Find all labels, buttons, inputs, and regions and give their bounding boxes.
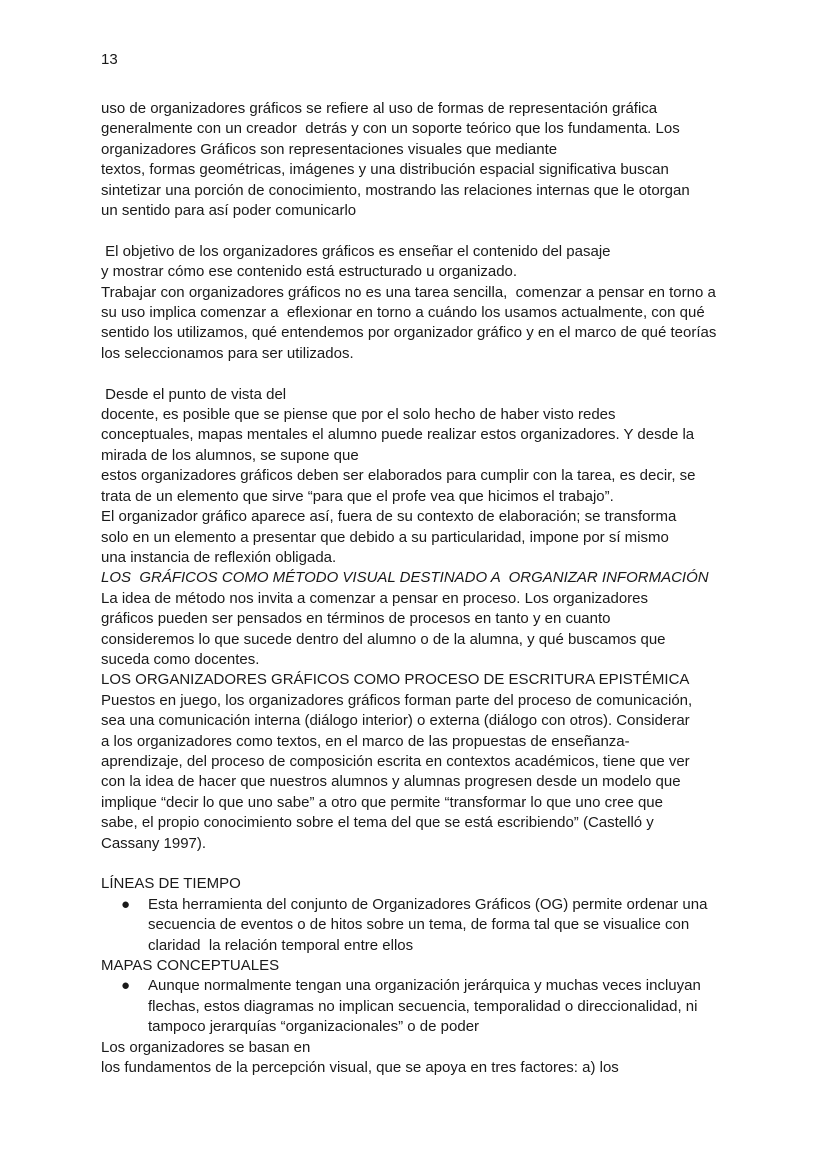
text-line: sentido los utilizamos, qué entendemos por organizador gráfico y en el marco de qué teorías [101, 324, 717, 342]
text-line: conceptuales, mapas mentales el alumno puede realizar estos organizadores. Y desde la [101, 426, 695, 444]
paragraph-gap [101, 364, 741, 384]
bullet-icon: ● [121, 977, 131, 995]
text-line: gráficos pueden ser pensados en términos de procesos en tanto y en cuanto [101, 610, 611, 628]
bullet-text-line [101, 976, 741, 996]
text-line: sintetizar una porción de conocimiento, mostrando las relaciones internas que le otorgan [101, 181, 690, 199]
text-line: docente, es posible que se piense que por el solo hecho de haber visto redes [101, 406, 616, 424]
paragraph-gap [101, 854, 741, 874]
text-line: y mostrar cómo ese contenido está estructurado u organizado. [101, 263, 518, 281]
page-number: 13 [101, 51, 118, 68]
text-line: El organizador gráfico aparece así, fuera de su contexto de elaboración; se transforma [101, 508, 677, 526]
document-body [101, 99, 741, 1078]
text-line: una instancia de reflexión obligada. [101, 548, 337, 566]
text-line: un sentido para así poder comunicarlo [101, 202, 357, 220]
text-line: su uso implica comenzar a eflexionar en torno a cuándo los usamos actualmente, con qué [101, 304, 705, 322]
bullet-icon: ● [121, 895, 131, 913]
text-line: organizadores Gráficos son representaciones visuales que mediante [101, 140, 558, 158]
text-line: suceda como docentes. [101, 650, 260, 668]
text-line: implique “decir lo que uno sabe” a otro que permite “transformar lo que uno cree que [101, 793, 663, 811]
text-line: Los organizadores se basan en [101, 1038, 311, 1056]
text-line: sabe, el propio conocimiento sobre el tema del que se está escribiendo” (Castelló y [101, 814, 654, 832]
bullet-text-line: claridad la relación temporal entre ellos [148, 936, 414, 954]
section-title-concept-maps: MAPAS CONCEPTUALES [101, 957, 280, 975]
text-line: uso de organizadores gráficos se refiere al uso de formas de representación gráfica [101, 100, 658, 117]
text-line: Desde el punto de vista del [101, 385, 287, 403]
bullet-text-line: flechas, estos diagramas no implican secuencia, temporalidad o direccionalidad, ni [148, 997, 698, 1015]
text-line: textos, formas geométricas, imágenes y una distribución espacial significativa buscan [101, 161, 669, 179]
text-line: solo en un elemento a presentar que debido a su particularidad, impone por sí mismo [101, 528, 669, 546]
paragraph-gap [101, 221, 741, 241]
paragraph [101, 589, 741, 671]
bullet-item [101, 895, 741, 956]
section-heading: LOS ORGANIZADORES GRÁFICOS COMO PROCESO DE ESCRITURA EPISTÉMICA [101, 671, 690, 689]
text-line: El objetivo de los organizadores gráficos es enseñar el contenido del pasaje [101, 242, 611, 260]
text-line: Trabajar con organizadores gráficos no es una tarea sencilla, comenzar a pensar en torno a [101, 283, 716, 301]
paragraph [101, 99, 741, 221]
text-line: aprendizaje, del proceso de composición escrita en contextos académicos, tiene que ver [101, 752, 690, 770]
text-line: La idea de método nos invita a comenzar a pensar en proceso. Los organizadores [101, 589, 649, 607]
text-line: los seleccionamos para ser utilizados. [101, 344, 354, 362]
text-line: a los organizadores como textos, en el marco de las propuestas de enseñanza- [101, 732, 630, 750]
bullet-text-line: tampoco jerarquías “organizacionales” o de poder [148, 1018, 480, 1036]
text-line: consideremos lo que sucede dentro del alumno o de la alumna, y qué buscamos que [101, 630, 666, 648]
italic-heading: LOS GRÁFICOS COMO MÉTODO VISUAL DESTINADO A ORGANIZAR INFORMACIÓN [101, 569, 709, 587]
text-line: con la idea de hacer que nuestros alumnos y alumnas progresen desde un modelo que [101, 773, 681, 791]
paragraph [101, 385, 741, 569]
bullet-item [101, 976, 741, 1037]
section-title-timelines: LÍNEAS DE TIEMPO [101, 875, 241, 893]
bullet-text-line: secuencia de eventos o de hitos sobre un tema, de forma tal que se visualice con [148, 916, 690, 934]
text-line: Cassany 1997). [101, 834, 207, 852]
bullet-text: Esta herramienta del conjunto de Organizadores Gráficos (OG) permite ordenar una [148, 895, 708, 913]
text-line: trata de un elemento que sirve “para que el profe vea que hicimos el trabajo”. [101, 487, 614, 505]
text-line: Puestos en juego, los organizadores gráficos forman parte del proceso de comunicación, [101, 691, 693, 709]
text-line: generalmente con un creador detrás y con un soporte teórico que los fundamenta. Los [101, 120, 680, 138]
bullet-text: Aunque normalmente tengan una organización jerárquica y muchas veces incluyan [148, 977, 701, 995]
text-line: mirada de los alumnos, se supone que [101, 446, 359, 464]
text-line: estos organizadores gráficos deben ser elaborados para cumplir con la tarea, es decir, se [101, 467, 696, 485]
text-line: los fundamentos de la percepción visual, que se apoya en tres factores: a) los [101, 1059, 619, 1077]
text-line: sea una comunicación interna (diálogo interior) o externa (diálogo con otros). Considerar [101, 712, 690, 730]
bullet-text-line [101, 895, 741, 915]
paragraph [101, 691, 741, 854]
paragraph [101, 242, 741, 364]
